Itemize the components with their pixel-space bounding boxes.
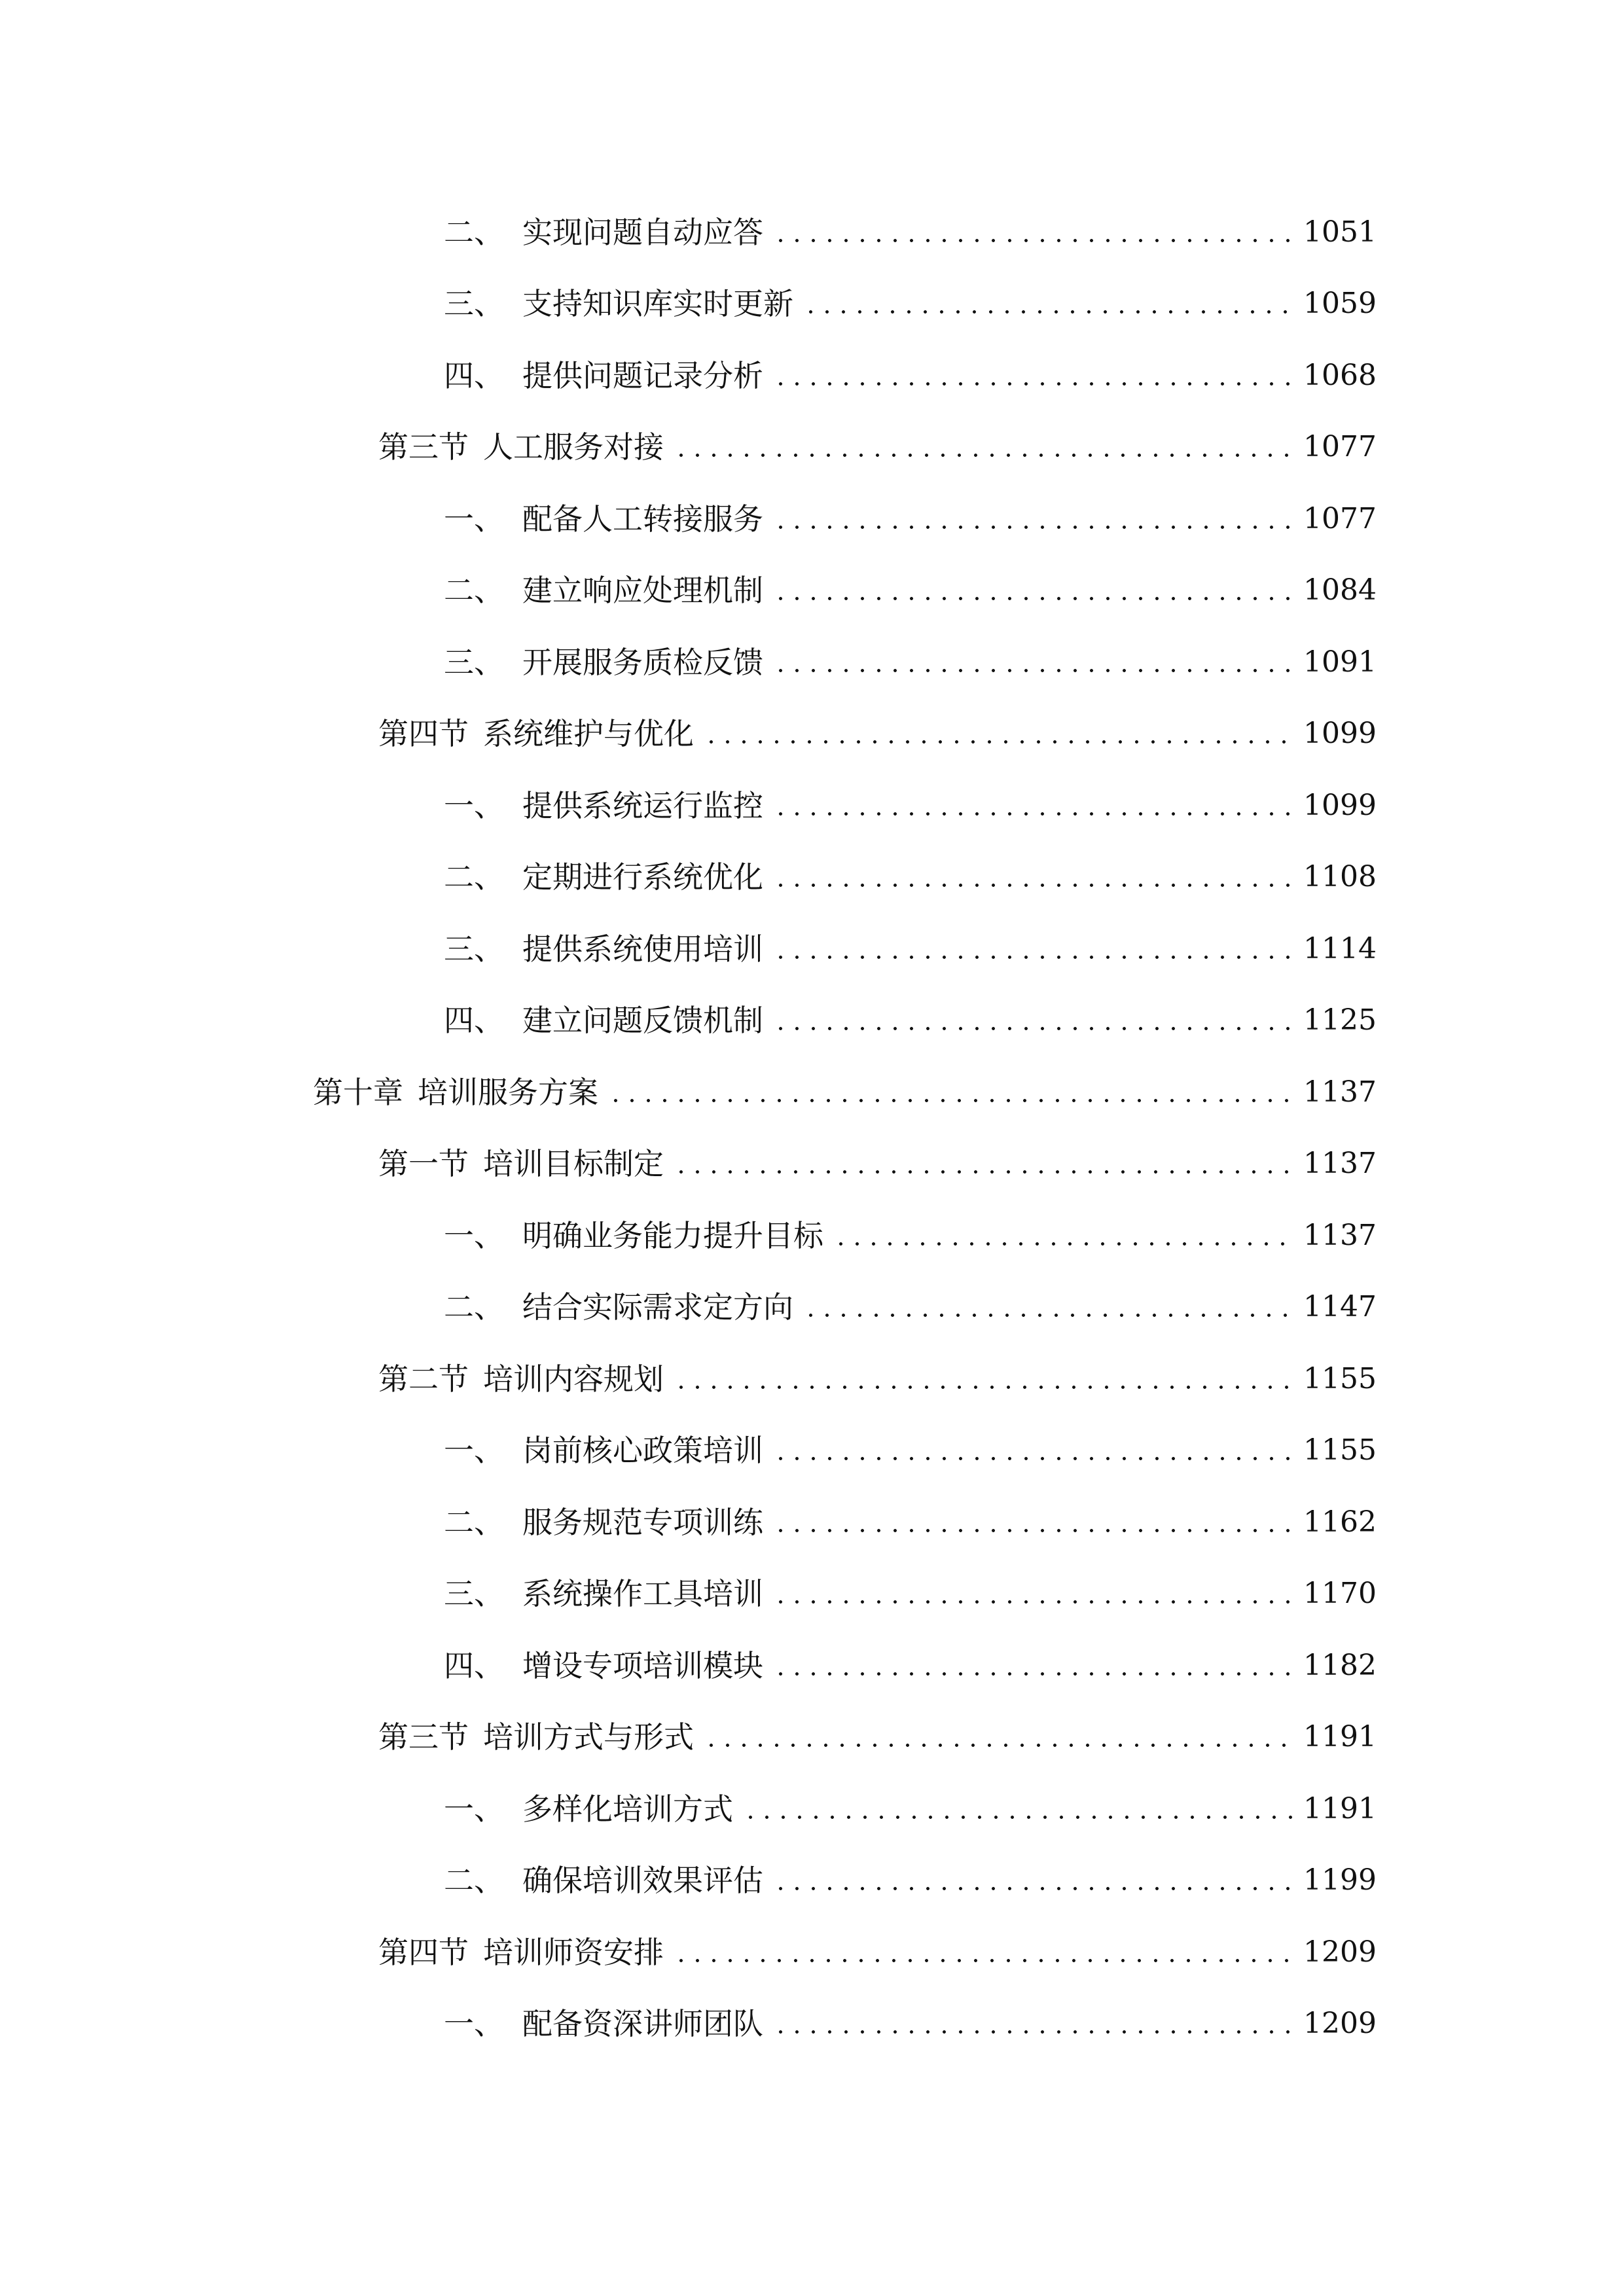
toc-dot-leader [703, 719, 1294, 749]
toc-entry[interactable] [0, 1773, 1624, 1845]
toc-entry-number: 第十章 [313, 1074, 403, 1110]
toc-dot-leader [772, 1435, 1294, 1465]
toc-entry-page-number: 1191 [1303, 1720, 1377, 1754]
toc-dot-leader [772, 1865, 1294, 1895]
toc-entry-title: 系统维护与优化 [483, 716, 694, 752]
toc-entry-number: 四、 [444, 1647, 504, 1683]
toc-entry[interactable] [0, 483, 1624, 555]
toc-entry-number: 一、 [444, 501, 504, 537]
toc-entry[interactable] [0, 770, 1624, 842]
toc-entry[interactable] [0, 1988, 1624, 2060]
toc-entry-title: 岗前核心政策培训 [522, 1433, 763, 1469]
toc-entry-title: 建立响应处理机制 [522, 573, 763, 609]
toc-entry[interactable] [0, 340, 1624, 412]
toc-dot-leader [772, 1579, 1294, 1609]
toc-entry[interactable] [0, 1916, 1624, 1988]
toc-entry[interactable] [0, 268, 1624, 340]
toc-entry[interactable] [0, 842, 1624, 914]
toc-entry-title: 配备资深讲师团队 [522, 2006, 763, 2042]
toc-entry[interactable] [0, 1486, 1624, 1558]
toc-dot-leader [772, 1005, 1294, 1035]
toc-entry-page-number: 1209 [1303, 1935, 1377, 1969]
toc-dot-leader [803, 289, 1294, 319]
toc-entry-title: 实现问题自动应答 [522, 214, 763, 250]
toc-entry-number: 四、 [444, 1003, 504, 1039]
toc-entry-title: 服务规范专项训练 [522, 1504, 763, 1540]
toc-entry-number: 二、 [444, 573, 504, 609]
toc-entry-page-number: 1059 [1303, 287, 1377, 321]
toc-dot-leader [673, 1149, 1294, 1179]
toc-dot-leader [772, 1507, 1294, 1537]
toc-entry-page-number: 1114 [1303, 931, 1377, 965]
toc-dot-leader [772, 1651, 1294, 1681]
toc-dot-leader [742, 1794, 1294, 1824]
toc-entry-title: 建立问题反馈机制 [522, 1003, 763, 1039]
toc-entry-title: 增设专项培训模块 [522, 1647, 763, 1683]
toc-entry-title: 培训内容规划 [483, 1361, 664, 1397]
toc-entry-number: 第三节 [378, 429, 469, 465]
toc-entry-number: 一、 [444, 1791, 504, 1827]
toc-entry-title: 培训师资安排 [483, 1934, 664, 1970]
toc-entry-number: 二、 [444, 214, 504, 250]
toc-entry-number: 二、 [444, 1289, 504, 1325]
toc-entry-page-number: 1209 [1303, 2007, 1377, 2041]
toc-entry-title: 明确业务能力提升目标 [522, 1217, 823, 1253]
toc-entry-number: 一、 [444, 787, 504, 823]
toc-entry[interactable] [0, 1558, 1624, 1630]
toc-dot-leader [772, 791, 1294, 821]
toc-entry-number: 二、 [444, 859, 504, 895]
toc-entry-page-number: 1137 [1303, 1147, 1377, 1181]
toc-entry-page-number: 1077 [1303, 501, 1377, 535]
toc-entry[interactable] [0, 1128, 1624, 1200]
toc-entry-page-number: 1155 [1303, 1361, 1377, 1395]
toc-entry[interactable] [0, 1702, 1624, 1774]
toc-entry-page-number: 1137 [1303, 1075, 1377, 1109]
toc-entry-number: 三、 [444, 644, 504, 680]
toc-entry-page-number: 1084 [1303, 573, 1377, 607]
toc-entry-page-number: 1125 [1303, 1003, 1377, 1037]
toc-entry[interactable] [0, 985, 1624, 1057]
toc-entry[interactable] [0, 1845, 1624, 1917]
toc-entry-page-number: 1170 [1303, 1577, 1377, 1611]
toc-entry-number: 二、 [444, 1863, 504, 1899]
toc-entry-number: 第三节 [378, 1719, 469, 1755]
toc-dot-leader [703, 1722, 1294, 1752]
toc-entry[interactable] [0, 412, 1624, 484]
toc-entry-page-number: 1155 [1303, 1433, 1377, 1467]
toc-dot-leader [772, 647, 1294, 677]
toc-entry-title: 提供系统使用培训 [522, 931, 763, 967]
toc-dot-leader [772, 575, 1294, 605]
toc-entry-number: 第四节 [378, 1934, 469, 1970]
toc-entry-page-number: 1182 [1303, 1648, 1377, 1682]
toc-entry-title: 配备人工转接服务 [522, 501, 763, 537]
toc-entry-page-number: 1099 [1303, 717, 1377, 751]
toc-entry[interactable] [0, 913, 1624, 985]
toc-dot-leader [772, 504, 1294, 534]
toc-entry[interactable] [0, 555, 1624, 627]
toc-entry-number: 一、 [444, 2006, 504, 2042]
toc-entry-number: 第二节 [378, 1361, 469, 1397]
toc-dot-leader [772, 361, 1294, 391]
toc-entry-number: 三、 [444, 931, 504, 967]
toc-entry-page-number: 1068 [1303, 358, 1377, 392]
toc-entry-page-number: 1091 [1303, 645, 1377, 679]
toc-entry-title: 支持知识库实时更新 [522, 286, 793, 322]
toc-entry-number: 三、 [444, 1576, 504, 1612]
toc-entry-page-number: 1108 [1303, 860, 1377, 894]
toc-dot-leader [803, 1292, 1294, 1322]
toc-entry-page-number: 1147 [1303, 1290, 1377, 1324]
toc-dot-leader [772, 217, 1294, 247]
toc-entry-title: 人工服务对接 [483, 429, 664, 465]
toc-dot-leader [772, 934, 1294, 964]
toc-entry-page-number: 1051 [1303, 215, 1377, 249]
toc-entry-title: 多样化培训方式 [522, 1791, 733, 1827]
toc-entry-number: 二、 [444, 1504, 504, 1540]
toc-entry-page-number: 1162 [1303, 1505, 1377, 1539]
toc-entry-page-number: 1199 [1303, 1863, 1377, 1897]
toc-entry-number: 一、 [444, 1433, 504, 1469]
toc-entry-title: 系统操作工具培训 [522, 1576, 763, 1612]
toc-entry-title: 提供系统运行监控 [522, 787, 763, 823]
table-of-contents [0, 196, 1624, 2060]
toc-entry[interactable] [0, 1630, 1624, 1702]
toc-entry-number: 一、 [444, 1217, 504, 1253]
toc-entry-number: 第四节 [378, 716, 469, 752]
toc-dot-leader [673, 432, 1294, 462]
toc-entry-title: 结合实际需求定方向 [522, 1289, 793, 1325]
toc-dot-leader [673, 1937, 1294, 1967]
toc-entry-number: 四、 [444, 357, 504, 393]
toc-entry[interactable] [0, 196, 1624, 268]
toc-entry-page-number: 1077 [1303, 430, 1377, 464]
toc-entry[interactable] [0, 1343, 1624, 1415]
toc-entry-title: 培训方式与形式 [483, 1719, 694, 1755]
toc-dot-leader [772, 862, 1294, 892]
toc-entry-page-number: 1099 [1303, 788, 1377, 822]
toc-entry-title: 提供问题记录分析 [522, 357, 763, 393]
toc-entry-page-number: 1137 [1303, 1218, 1377, 1252]
toc-entry[interactable] [0, 1272, 1624, 1344]
toc-entry-title: 开展服务质检反馈 [522, 644, 763, 680]
toc-entry[interactable] [0, 1415, 1624, 1487]
toc-entry-number: 三、 [444, 286, 504, 322]
toc-entry-number: 第一节 [378, 1146, 469, 1182]
toc-entry-title: 培训服务方案 [418, 1074, 598, 1110]
toc-entry[interactable] [0, 626, 1624, 698]
toc-dot-leader [673, 1364, 1294, 1394]
toc-entry[interactable] [0, 1200, 1624, 1272]
toc-dot-leader [833, 1221, 1294, 1251]
toc-dot-leader [607, 1077, 1294, 1107]
toc-dot-leader [772, 2009, 1294, 2039]
toc-entry-title: 定期进行系统优化 [522, 859, 763, 895]
toc-entry-title: 确保培训效果评估 [522, 1863, 763, 1899]
toc-entry[interactable] [0, 698, 1624, 770]
toc-entry-title: 培训目标制定 [483, 1146, 664, 1182]
toc-entry-page-number: 1191 [1303, 1791, 1377, 1825]
toc-entry[interactable] [0, 1056, 1624, 1128]
